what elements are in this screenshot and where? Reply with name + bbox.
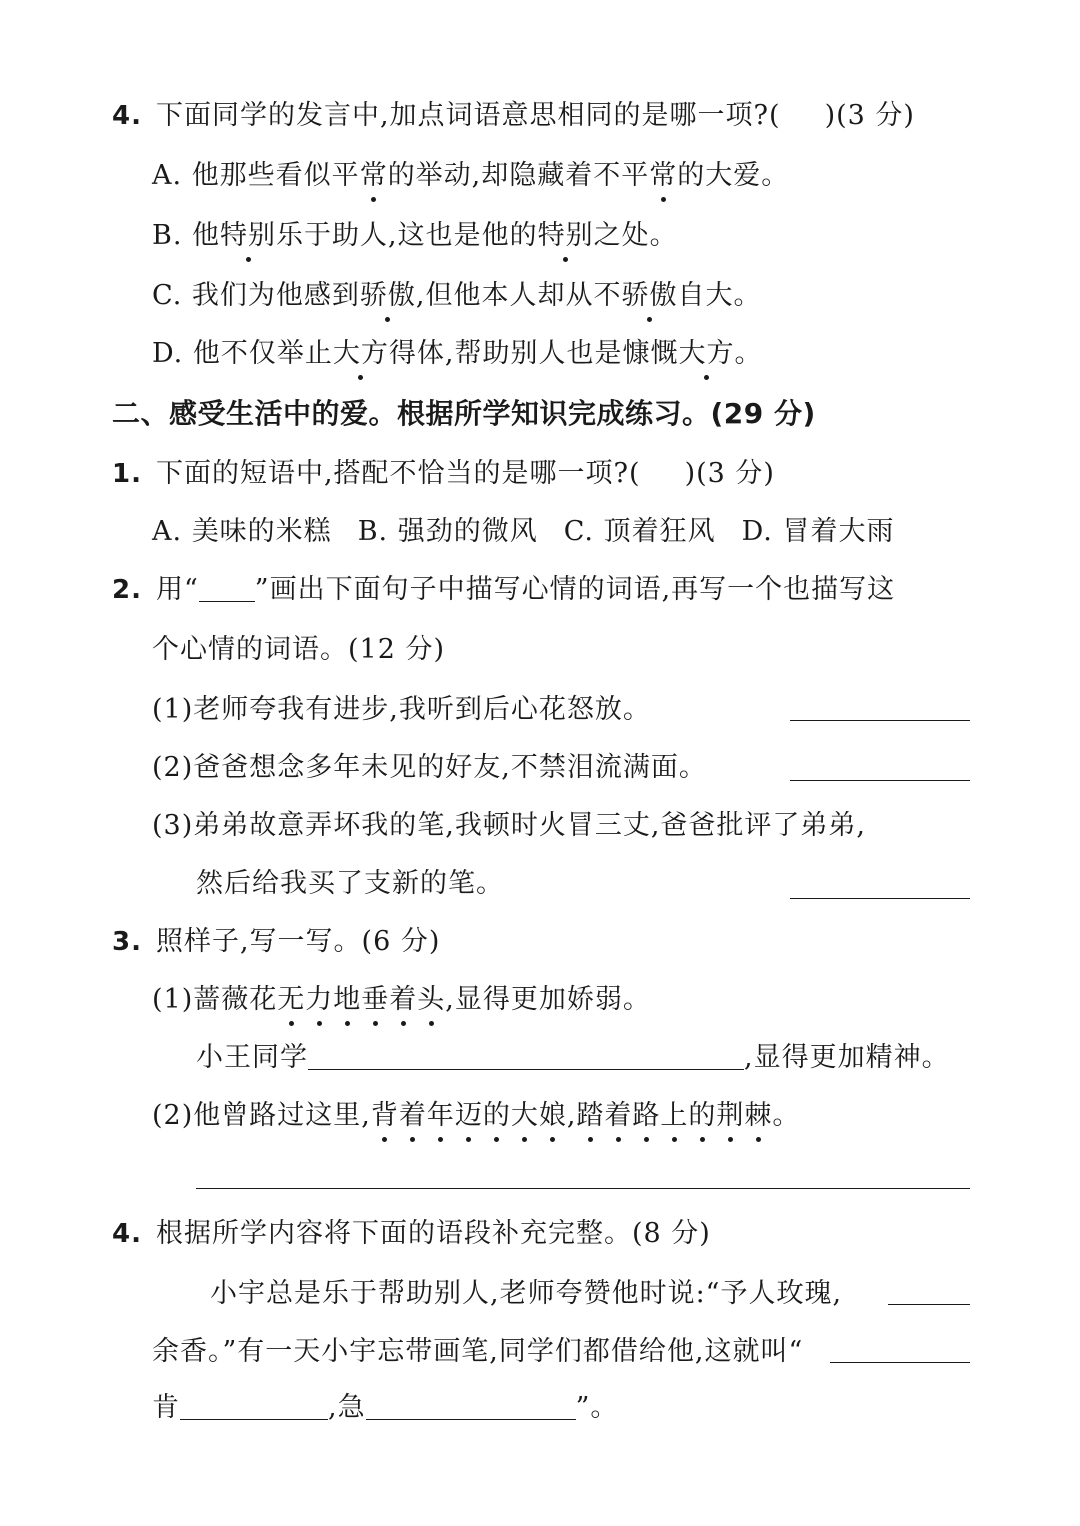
answer-blank[interactable] xyxy=(790,898,970,899)
option-text: 他不仅举止 xyxy=(192,338,333,369)
question-number: 1. xyxy=(112,459,142,489)
q4-option-d xyxy=(152,336,762,372)
emphasized-char: 路 xyxy=(632,1098,660,1134)
q4-stem-line xyxy=(112,98,915,134)
example-text: ,显得更加娇弱。 xyxy=(445,984,651,1015)
example-text: (2)他曾路过这里, xyxy=(152,1100,371,1131)
emphasized-char: 迈 xyxy=(455,1098,483,1134)
emphasized-word: 骄傲 xyxy=(621,278,677,314)
question-number: 2. xyxy=(112,575,142,605)
q1-options xyxy=(152,514,894,550)
emphasized-char: 娘 xyxy=(539,1098,567,1134)
option-c: C. 顶着狂风 xyxy=(563,516,716,547)
emphasized-word: 特别 xyxy=(538,218,594,254)
option-letter: A. xyxy=(152,160,183,191)
question-stem: ”画出下面句子中描写心情的词语,再写一个也描写这 xyxy=(254,574,896,605)
emphasized-char: 着 xyxy=(399,1098,427,1134)
q2-item-1: (1)老师夸我有进步,我听到后心花怒放。 xyxy=(152,694,651,725)
option-text: 乐于助人,这也是他的 xyxy=(276,220,538,251)
question-stem: 照样子,写一写。(6 分) xyxy=(155,926,441,957)
q4b-paragraph-line-1: 小宇总是乐于帮助别人,老师夸赞他时说:“予人玫瑰, xyxy=(210,1278,843,1309)
option-letter: B. xyxy=(152,220,183,251)
question-number: 4. xyxy=(112,101,142,131)
emphasized-char: 的 xyxy=(688,1098,716,1134)
emphasized-char: 垂 xyxy=(361,982,389,1018)
emphasized-word: 大方 xyxy=(333,336,389,372)
q3-stem-line xyxy=(112,924,440,960)
q2-item-3-continued: 然后给我买了支新的笔。 xyxy=(196,868,504,899)
option-text: ,但他本人却从不 xyxy=(415,280,622,311)
example-text: 。 xyxy=(772,1100,801,1131)
option-text: 他那些看似平 xyxy=(191,160,360,191)
emphasized-word: 常 xyxy=(360,158,388,194)
option-text: 之处。 xyxy=(593,220,678,251)
q4b-paragraph-line-3 xyxy=(152,1390,618,1426)
question-stem: 下面同学的发言中,加点词语意思相同的是哪一项?( xyxy=(155,100,781,131)
q4b-paragraph-line-2: 余香。”有一天小宇忘带画笔,同学们都借给他,这就叫“ xyxy=(152,1336,804,1367)
section-heading: 二、感受生活中的爱。根据所学知识完成练习。(29 分) xyxy=(112,397,816,430)
q4-option-c xyxy=(152,278,761,314)
question-score: )(3 分) xyxy=(824,100,915,131)
option-text: 。 xyxy=(734,338,763,369)
answer-blank[interactable] xyxy=(830,1362,970,1363)
paragraph-text: ,急 xyxy=(328,1392,366,1423)
option-text: 得体,帮助别人也是慷慨 xyxy=(388,338,679,369)
q2-stem-line xyxy=(112,572,895,608)
emphasized-char: 大 xyxy=(511,1098,539,1134)
q3-fill-1 xyxy=(196,1040,950,1076)
option-text: 我们为他感到 xyxy=(191,280,360,311)
example-text: , xyxy=(566,1100,577,1131)
question-number: 3. xyxy=(112,927,142,957)
question-stem: 根据所学内容将下面的语段补充完整。(8 分) xyxy=(155,1218,711,1249)
example-text: (1)蔷薇花 xyxy=(152,984,278,1015)
emphasized-char: 背 xyxy=(371,1098,399,1134)
emphasized-char: 地 xyxy=(333,982,361,1018)
answer-blank[interactable] xyxy=(790,720,970,721)
emphasized-word: 大方 xyxy=(678,336,734,372)
option-b: B. 强劲的微风 xyxy=(357,516,538,547)
emphasized-char: 的 xyxy=(483,1098,511,1134)
emphasized-char: 力 xyxy=(305,982,333,1018)
emphasized-char: 无 xyxy=(277,982,305,1018)
fill-suffix: ,显得更加精神。 xyxy=(744,1042,950,1073)
underline-sample xyxy=(199,575,255,602)
q4-option-b xyxy=(152,218,678,254)
emphasized-char: 上 xyxy=(660,1098,688,1134)
answer-line[interactable] xyxy=(196,1188,970,1189)
q1-stem-line xyxy=(112,456,775,492)
question-stem: 用“ xyxy=(155,574,199,605)
answer-blank[interactable] xyxy=(308,1043,744,1070)
paragraph-text: ”。 xyxy=(575,1392,619,1423)
emphasized-word: 常 xyxy=(649,158,677,194)
emphasized-char: 着 xyxy=(389,982,417,1018)
question-score: )(3 分) xyxy=(684,458,775,489)
emphasized-char: 踏 xyxy=(576,1098,604,1134)
emphasized-char: 年 xyxy=(427,1098,455,1134)
answer-blank[interactable] xyxy=(366,1393,576,1420)
answer-blank[interactable] xyxy=(888,1304,970,1305)
emphasized-char: 荆 xyxy=(716,1098,744,1134)
q3-example-1 xyxy=(152,982,651,1018)
option-text: 的举动,却隐藏着不平 xyxy=(387,160,650,191)
emphasized-char: 棘 xyxy=(744,1098,772,1134)
q2-item-2: (2)爸爸想念多年未见的好友,不禁泪流满面。 xyxy=(152,752,707,783)
paragraph-text: 肯 xyxy=(152,1392,180,1423)
answer-blank[interactable] xyxy=(790,780,970,781)
emphasized-word: 骄傲 xyxy=(360,278,416,314)
option-text: 的大爱。 xyxy=(677,160,790,191)
emphasized-word: 特别 xyxy=(220,218,276,254)
option-a: A. 美味的米糕 xyxy=(152,516,332,547)
option-d: D. 冒着大雨 xyxy=(741,516,895,547)
q4-option-a xyxy=(152,158,789,194)
emphasized-char: 头 xyxy=(417,982,445,1018)
q2-stem-line-2: 个心情的词语。(12 分) xyxy=(152,634,446,665)
option-text: 自大。 xyxy=(677,280,762,311)
question-number: 4. xyxy=(112,1219,142,1249)
q4b-stem-line xyxy=(112,1216,711,1252)
fill-prefix: 小王同学 xyxy=(196,1042,308,1073)
option-letter: D. xyxy=(152,338,184,369)
q3-example-2 xyxy=(152,1098,800,1134)
question-stem: 下面的短语中,搭配不恰当的是哪一项?( xyxy=(155,458,641,489)
answer-blank[interactable] xyxy=(180,1393,328,1420)
option-text: 他 xyxy=(192,220,221,251)
option-letter: C. xyxy=(152,280,183,311)
q2-item-3: (3)弟弟故意弄坏我的笔,我顿时火冒三丈,爸爸批评了弟弟, xyxy=(152,810,866,841)
emphasized-char: 着 xyxy=(604,1098,632,1134)
